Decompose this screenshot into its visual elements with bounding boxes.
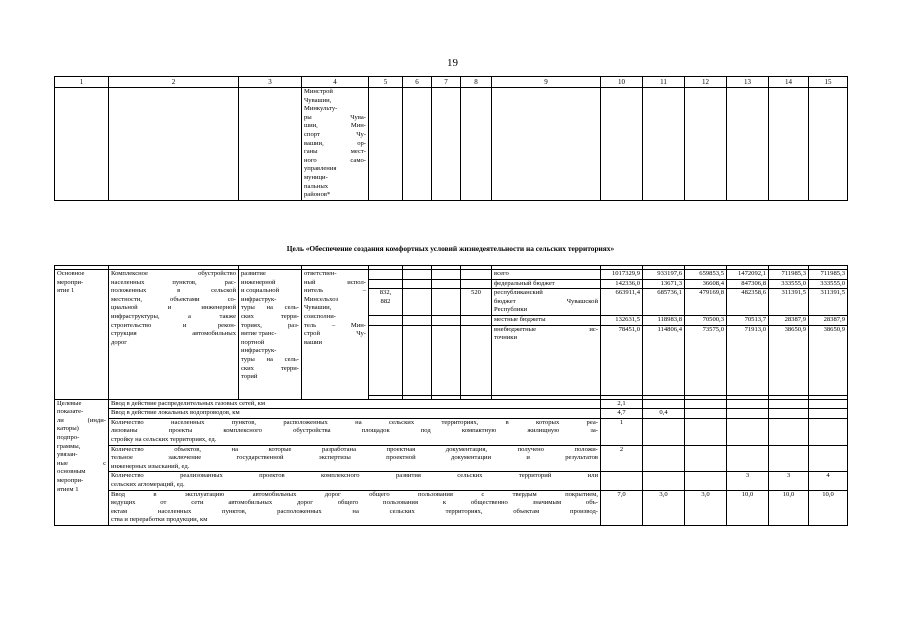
text-line: ятие 1 <box>57 287 75 295</box>
empty-cell <box>369 315 403 325</box>
empty-cell <box>461 315 492 325</box>
value-cell <box>685 399 727 409</box>
text-line: тель – Мин- <box>304 321 366 329</box>
event-description-cell <box>109 270 239 400</box>
value-cell: 2 <box>601 445 643 472</box>
text-line: Количество населенных пунктов, расположенных на сельских территориях, в которых реа- <box>111 418 598 426</box>
empty-cell <box>461 88 492 201</box>
continuation-table <box>54 76 848 201</box>
empty-cell <box>403 279 432 289</box>
code-cell <box>369 289 403 316</box>
empty-cell <box>769 88 809 201</box>
value-cell <box>809 399 848 409</box>
text-line: ганы мест- <box>304 148 366 156</box>
value-cell: 711985,3 <box>809 270 848 280</box>
column-header: 2 <box>109 77 239 88</box>
text-line: лизованы проекты комплексного обустройства площадок под компактную жилищную за- <box>111 427 598 435</box>
text-line: Минкульту- <box>304 105 338 113</box>
funding-row-total <box>55 270 848 280</box>
value-cell: 28387,9 <box>769 315 809 325</box>
text-line: граммы, <box>57 442 81 450</box>
text-line: циальной и инженерной <box>111 304 236 312</box>
text-line: увязан- <box>57 451 78 459</box>
text-line: Основное <box>57 270 85 277</box>
value-cell: 10,0 <box>809 490 848 525</box>
text-line: точники <box>494 334 518 342</box>
empty-cell <box>369 325 403 395</box>
text-line: подпро- <box>57 433 80 441</box>
value-cell <box>685 445 727 472</box>
column-header: 12 <box>685 77 727 88</box>
column-header: 14 <box>769 77 809 88</box>
value-cell <box>601 472 643 490</box>
text-line: местности, объектами со- <box>111 295 236 303</box>
value-cell <box>809 409 848 419</box>
value-cell: 70513,7 <box>727 315 769 325</box>
value-cell: 28387,9 <box>809 315 848 325</box>
empty-cell <box>809 88 848 201</box>
text-line: шии, Мин- <box>304 122 366 130</box>
value-cell: 142336,0 <box>601 279 643 289</box>
text-line: 832, <box>379 289 392 297</box>
text-line: внебюджетные ис- <box>494 325 598 333</box>
text-line: Целевые <box>57 399 82 407</box>
text-line: ториях, раз- <box>241 321 299 329</box>
value-cell <box>685 418 727 445</box>
value-cell: 3 <box>769 472 809 490</box>
value-cell: 13671,3 <box>643 279 685 289</box>
value-cell <box>769 445 809 472</box>
value-cell: 0,4 <box>643 409 685 419</box>
text-line: вашии <box>304 338 323 346</box>
text-line: Количество объектов, на которые разработана проектная документация, получено положи- <box>111 445 598 453</box>
text-line: положенных в сельской <box>111 287 236 295</box>
text-line: инфраструктуры, а также <box>111 312 236 320</box>
text-line: портной <box>241 338 265 346</box>
column-header: 9 <box>492 77 601 88</box>
column-header: 4 <box>302 77 369 88</box>
value-cell: 333555,0 <box>809 279 848 289</box>
empty-cell <box>403 88 432 201</box>
empty-cell <box>643 88 685 201</box>
text-line: Минстрой <box>304 88 333 95</box>
value-cell: 10,0 <box>727 490 769 525</box>
text-line: торий <box>241 373 258 381</box>
value-cell: 71913,0 <box>727 325 769 395</box>
text-line: Комплексное обустройство <box>111 270 236 277</box>
text-line: Количество реализованных проектов комплексного развития сельских территорий или <box>111 472 598 480</box>
empty-cell <box>432 270 461 280</box>
text-line: инженерной <box>241 278 276 286</box>
column-header: 13 <box>727 77 769 88</box>
text-line: спорт Чу- <box>304 130 366 138</box>
text-line: ства и переработки продукции, км <box>111 516 208 524</box>
empty-cell <box>369 270 403 280</box>
text-line: основным <box>57 468 86 476</box>
empty-cell <box>239 88 302 201</box>
target-row <box>55 399 848 409</box>
empty-cell <box>685 88 727 201</box>
text-line: Чувашии, <box>304 96 332 104</box>
text-line: соисполни- <box>304 312 336 320</box>
empty-cell <box>461 270 492 280</box>
target-row <box>55 490 848 525</box>
empty-cell <box>403 325 432 395</box>
column-header: 8 <box>461 77 492 88</box>
text-line: 882 <box>380 297 391 305</box>
text-line: строй Чу- <box>304 330 366 338</box>
column-header: 1 <box>55 77 109 88</box>
empty-cell <box>403 315 432 325</box>
target-text-cell <box>109 418 601 445</box>
column-number-row <box>55 77 848 88</box>
value-cell: 10,0 <box>769 490 809 525</box>
text-line: ведущих от сети автомобильных дорог общего пользования к общественно значимым объ- <box>111 499 598 507</box>
text-line: витие транс- <box>241 330 277 338</box>
value-cell: 118983,8 <box>643 315 685 325</box>
empty-cell <box>403 289 432 316</box>
value-cell: 36608,4 <box>685 279 727 289</box>
empty-cell <box>55 88 109 201</box>
event-task-cell <box>239 270 302 400</box>
text-line: ответствен- <box>304 270 337 277</box>
empty-cell <box>369 88 403 201</box>
target-text-cell <box>109 472 601 490</box>
value-cell <box>727 409 769 419</box>
column-header: 6 <box>403 77 432 88</box>
value-cell: 38650,9 <box>769 325 809 395</box>
text-line: каторы) <box>57 425 79 433</box>
text-line: инфраструк- <box>241 347 277 355</box>
funding-source-cell <box>492 279 601 289</box>
text-line: районов* <box>304 191 331 199</box>
value-cell <box>727 399 769 409</box>
value-cell <box>769 399 809 409</box>
funding-source-cell <box>492 315 601 325</box>
value-cell: 132631,5 <box>601 315 643 325</box>
value-cell: 333555,0 <box>769 279 809 289</box>
text-line: Республики <box>494 306 528 314</box>
value-cell: 663911,4 <box>601 289 643 316</box>
target-text-cell <box>109 490 601 525</box>
value-cell: 3,0 <box>643 490 685 525</box>
value-cell: 311391,5 <box>809 289 848 316</box>
value-cell <box>643 399 685 409</box>
text-line: дорог <box>111 338 127 346</box>
target-row <box>55 445 848 472</box>
target-text-cell <box>109 399 601 409</box>
responsible-cell-continued <box>302 88 369 201</box>
text-line: ный испол- <box>304 278 366 286</box>
text-line: Ввод в эксплуатацию автомобильных дорог общего пользования с твердым покрытием, <box>111 490 598 498</box>
text-line: республиканский <box>494 289 543 297</box>
text-line: Ввод в действие локальных водопроводов, км <box>111 409 240 417</box>
text-line: струкция автомобильных <box>111 330 236 338</box>
page-number: 19 <box>447 57 458 69</box>
value-cell <box>809 445 848 472</box>
target-row <box>55 418 848 445</box>
text-line: муници- <box>304 173 328 181</box>
text-line: бюджет Чувашской <box>494 297 598 305</box>
empty-cell <box>432 88 461 201</box>
text-line: ры Чува- <box>304 113 366 121</box>
targets-label-cell <box>55 399 109 525</box>
value-cell: 847306,8 <box>727 279 769 289</box>
value-cell: 311391,5 <box>769 289 809 316</box>
text-line: туры на сель- <box>241 304 299 312</box>
text-line: меропри- <box>57 476 84 484</box>
empty-cell <box>432 315 461 325</box>
text-line: туры на сель- <box>241 355 299 363</box>
value-cell: 38650,9 <box>809 325 848 395</box>
text-line: сельских агломераций, ед. <box>111 480 185 488</box>
empty-cell <box>432 279 461 289</box>
text-line: Чувашии, <box>304 304 332 312</box>
value-cell: 711985,3 <box>769 270 809 280</box>
value-cell: 933197,6 <box>643 270 685 280</box>
text-line: ли (инди- <box>57 416 106 424</box>
value-cell: 1472092,1 <box>727 270 769 280</box>
value-cell: 3,0 <box>685 490 727 525</box>
value-cell: 482358,6 <box>727 289 769 316</box>
column-header: 11 <box>643 77 685 88</box>
value-cell: 1017329,9 <box>601 270 643 280</box>
text-line: Минсельхоз <box>304 295 339 303</box>
column-header: 5 <box>369 77 403 88</box>
target-row <box>55 472 848 490</box>
text-line: показате- <box>57 408 84 416</box>
text-line: федеральный бюджет <box>494 279 555 287</box>
text-line: ских терри- <box>241 364 299 372</box>
text-line: и социальной <box>241 287 280 295</box>
event-responsible-cell <box>302 270 369 400</box>
value-cell <box>643 418 685 445</box>
funding-source-cell <box>492 270 601 280</box>
value-cell: 3 <box>727 472 769 490</box>
empty-cell <box>109 88 239 201</box>
text-line: всего <box>494 270 509 277</box>
value-cell: 4 <box>809 472 848 490</box>
text-line: вашии, ор- <box>304 139 366 147</box>
text-line: Ввод в действие распределительных газовых сетей, км <box>111 399 266 407</box>
empty-cell <box>403 270 432 280</box>
text-line: инженерных изысканий, ед. <box>111 462 190 470</box>
column-header: 10 <box>601 77 643 88</box>
text-line: управления <box>304 165 337 173</box>
text-line: ских терри- <box>241 312 299 320</box>
value-cell <box>643 445 685 472</box>
text-line: ного само- <box>304 156 366 164</box>
text-line: местные бюджеты <box>494 315 546 323</box>
value-cell: 7,0 <box>601 490 643 525</box>
text-line: пальных <box>304 182 329 190</box>
value-cell: 70500,3 <box>685 315 727 325</box>
empty-cell <box>369 279 403 289</box>
value-cell: 1 <box>601 418 643 445</box>
value-cell <box>769 409 809 419</box>
funding-source-cell <box>492 325 601 395</box>
code-cell: 520 <box>461 289 492 316</box>
event-label-cell <box>55 270 109 400</box>
target-row <box>55 409 848 419</box>
text-line: нитель – <box>304 287 366 295</box>
value-cell <box>727 445 769 472</box>
event-table <box>54 265 848 526</box>
column-header: 7 <box>432 77 461 88</box>
text-line: населенных пунктов, рас- <box>111 278 236 286</box>
value-cell <box>727 418 769 445</box>
empty-cell <box>432 289 461 316</box>
text-line: стройку на сельских территориях, ед. <box>111 435 217 443</box>
goal-title: Цель «Обеспечение создания комфортных условий жизнедеятельности на сельских территориях» <box>286 244 615 253</box>
text-line: строительство и рекон- <box>111 321 236 329</box>
text-line: инфраструк- <box>241 295 277 303</box>
empty-cell <box>461 325 492 395</box>
value-cell <box>685 409 727 419</box>
empty-cell <box>601 88 643 201</box>
empty-cell <box>492 88 601 201</box>
text-line: ектам населенных пунктов, расположенных на сельских территориях, объектам производ- <box>111 507 598 515</box>
value-cell: 73575,0 <box>685 325 727 395</box>
text-line: ятием 1 <box>57 485 79 493</box>
value-cell: 659853,5 <box>685 270 727 280</box>
target-text-cell <box>109 409 601 419</box>
text-line: ные с <box>57 459 106 467</box>
column-header: 3 <box>239 77 302 88</box>
value-cell <box>769 418 809 445</box>
target-text-cell <box>109 445 601 472</box>
value-cell: 685736,1 <box>643 289 685 316</box>
value-cell: 2,1 <box>601 399 643 409</box>
value-cell: 479169,8 <box>685 289 727 316</box>
empty-cell <box>432 325 461 395</box>
funding-source-cell <box>492 289 601 316</box>
text-line: меропри- <box>57 278 84 286</box>
text-line: развитие <box>241 270 266 277</box>
value-cell: 114806,4 <box>643 325 685 395</box>
continued-row <box>55 88 848 201</box>
empty-cell <box>461 279 492 289</box>
value-cell: 78451,0 <box>601 325 643 395</box>
empty-cell <box>727 88 769 201</box>
column-header: 15 <box>809 77 848 88</box>
value-cell <box>685 472 727 490</box>
value-cell: 4,7 <box>601 409 643 419</box>
value-cell <box>809 418 848 445</box>
text-line: тельное заключение государственной экспертизы проектной документации и результатов <box>111 454 598 462</box>
value-cell <box>643 472 685 490</box>
